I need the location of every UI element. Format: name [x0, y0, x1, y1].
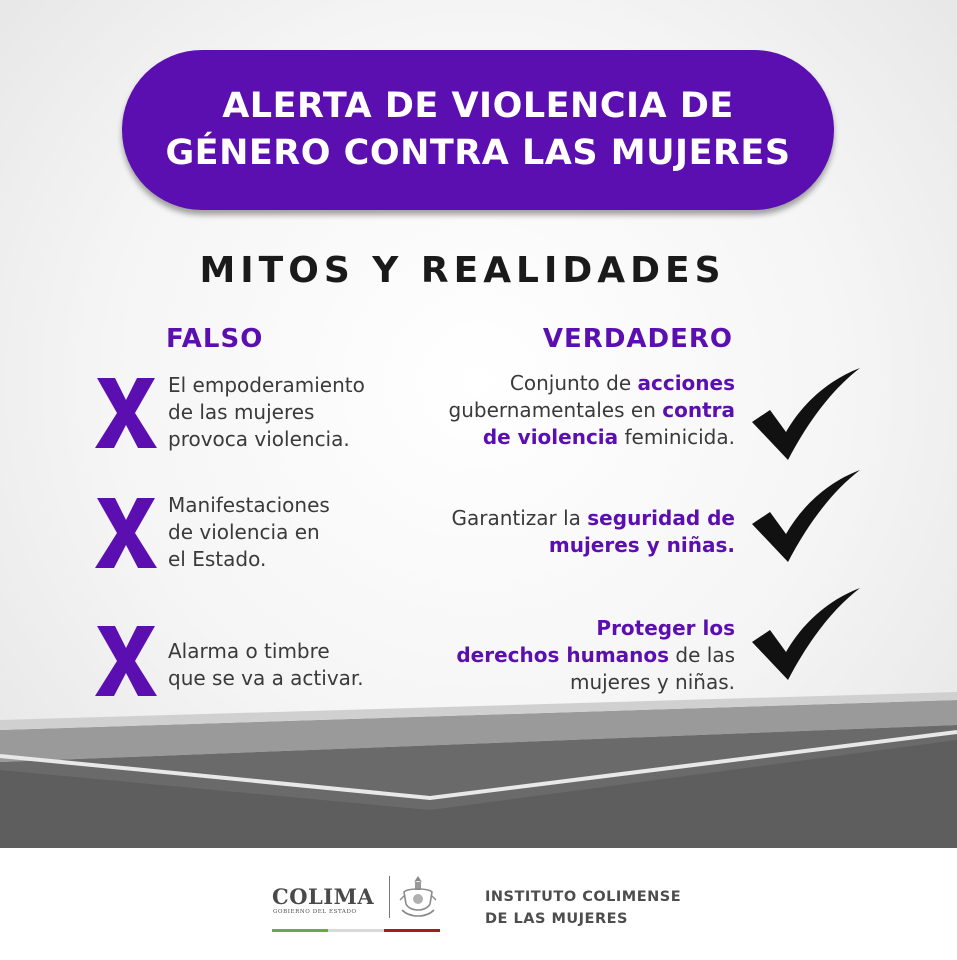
myth-line: Manifestaciones — [168, 493, 330, 517]
false-column-heading: FALSO — [166, 324, 264, 354]
title-line-2: GÉNERO CONTRA LAS MUJERES — [165, 133, 791, 173]
logo-color-stripe — [272, 929, 440, 932]
footer — [0, 848, 957, 960]
logo-wordmark: COLIMA — [272, 884, 375, 909]
gray-band — [0, 680, 957, 850]
myth-item — [168, 638, 364, 692]
title-line-1: ALERTA DE VIOLENCIA DE — [222, 86, 734, 126]
subtitle: MITOS Y REALIDADES — [199, 250, 726, 291]
institute-line-1: INSTITUTO COLIMENSE — [485, 889, 682, 905]
x-mark-icon — [95, 626, 157, 696]
x-mark-icon — [95, 378, 157, 448]
myth-line: Alarma o timbre — [168, 639, 330, 663]
reality-line: mujeres y niñas. — [548, 533, 735, 557]
myth-line: El empoderamiento — [168, 373, 365, 397]
myth-item — [168, 492, 330, 573]
reality-line: gubernamentales en contra — [448, 398, 735, 422]
x-mark-icon — [95, 498, 157, 568]
reality-item — [451, 505, 735, 559]
institute-name — [485, 886, 681, 930]
institute-line-2: DE LAS MUJERES — [485, 911, 628, 927]
title-banner — [122, 50, 834, 210]
reality-line: Garantizar la seguridad de — [451, 506, 735, 530]
state-seal-icon — [398, 874, 438, 920]
check-mark-icon — [748, 468, 864, 564]
reality-line: Conjunto de acciones — [509, 371, 735, 395]
colima-logo — [272, 884, 440, 936]
logo-subtext: GOBIERNO DEL ESTADO — [273, 909, 357, 915]
check-mark-icon — [748, 366, 864, 462]
reality-item — [456, 615, 735, 696]
myth-line: provoca violencia. — [168, 427, 350, 451]
logo-divider — [389, 876, 390, 918]
true-column-heading: VERDADERO — [542, 324, 733, 354]
myth-line: de las mujeres — [168, 400, 315, 424]
myth-line: que se va a activar. — [168, 666, 364, 690]
reality-item — [449, 370, 735, 451]
reality-line: derechos humanos de las — [456, 643, 735, 667]
reality-line: de violencia feminicida. — [482, 425, 735, 449]
reality-line: mujeres y niñas. — [569, 670, 735, 694]
check-mark-icon — [748, 586, 864, 682]
myth-line: el Estado. — [168, 547, 267, 571]
myth-item — [168, 372, 365, 453]
myth-line: de violencia en — [168, 520, 320, 544]
reality-line: Proteger los — [596, 616, 735, 640]
